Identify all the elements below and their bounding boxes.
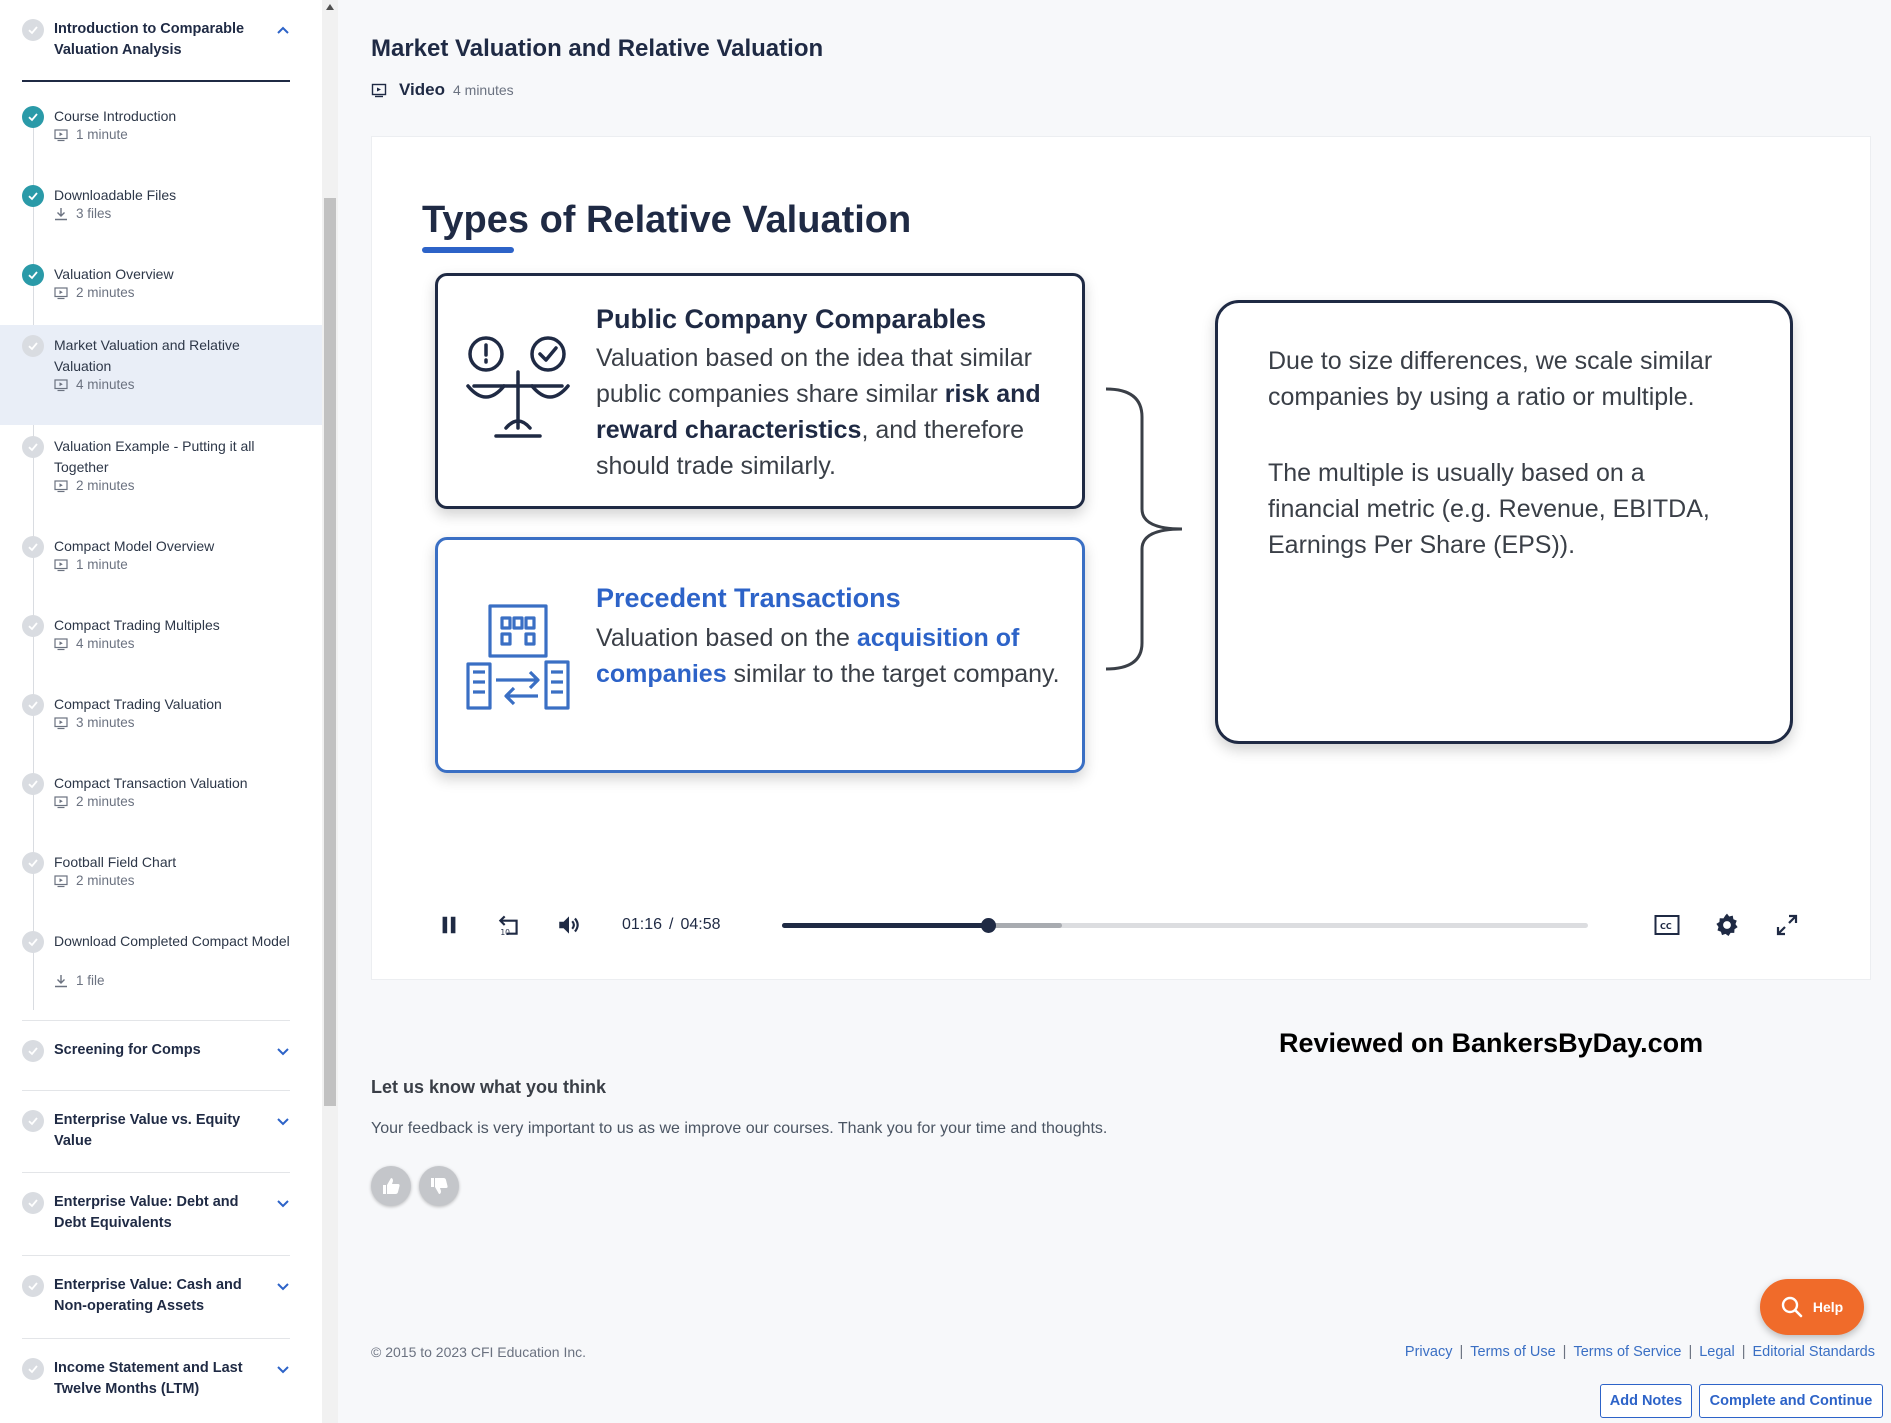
footer-link-editorial-standards[interactable]: Editorial Standards: [1752, 1344, 1875, 1360]
section-status-icon: [22, 1110, 44, 1132]
incomplete-check-icon: [22, 615, 44, 637]
lesson-meta-text: 2 minutes: [76, 285, 135, 300]
sidebar-scrollbar[interactable]: [322, 0, 338, 1423]
lesson-title: Compact Trading Valuation: [54, 696, 222, 712]
video-icon: [54, 795, 76, 809]
slide-title-underline: [422, 247, 514, 253]
chevron-down-icon[interactable]: [276, 1044, 290, 1058]
section-divider: [22, 1090, 290, 1091]
download-icon: [54, 207, 76, 221]
sidebar-section[interactable]: [22, 1358, 290, 1400]
thumbs-down-icon: [429, 1176, 449, 1196]
lesson-meta: [54, 715, 135, 730]
buildings-transaction-icon: [466, 602, 570, 710]
incomplete-check-icon: [22, 773, 44, 795]
scrollbar-thumb[interactable]: [324, 198, 336, 1106]
chevron-down-icon[interactable]: [276, 1362, 290, 1376]
help-button[interactable]: [1760, 1279, 1864, 1335]
footer-link-terms-of-service[interactable]: Terms of Service: [1573, 1344, 1682, 1360]
search-icon: [1781, 1296, 1803, 1318]
sidebar-section[interactable]: [22, 1110, 290, 1152]
lesson-meta-text: 2 minutes: [76, 873, 135, 888]
thumbs-up-button[interactable]: [371, 1166, 411, 1206]
section-title: Introduction to Comparable Valuation Analysis: [54, 21, 245, 58]
thumbs-down-button[interactable]: [419, 1166, 459, 1206]
gear-icon: [1714, 912, 1740, 938]
lesson-title: Compact Trading Multiples: [54, 617, 220, 633]
video-icon: [54, 637, 76, 651]
lesson-meta-text: 1 minute: [76, 557, 128, 572]
lesson-meta: [54, 206, 111, 221]
lesson-meta-text: 4 minutes: [76, 636, 135, 651]
sidebar-lesson-item[interactable]: [0, 325, 322, 425]
sidebar-lesson-item[interactable]: [0, 842, 322, 917]
incomplete-check-icon: [22, 536, 44, 558]
fullscreen-button[interactable]: [1772, 910, 1802, 940]
copyright-text: © 2015 to 2023 CFI Education Inc.: [371, 1344, 587, 1360]
explanation-paragraph: The multiple is usually based on a financial metric (e.g. Revenue, EBITDA, Earnings Per Share (EPS)).: [1268, 459, 1710, 559]
slide-title: Types of Relative Valuation: [422, 199, 912, 241]
settings-button[interactable]: [1712, 910, 1742, 940]
section-title: Screening for Comps: [54, 1042, 201, 1058]
thumbs-up-icon: [381, 1176, 401, 1196]
footer-links: Privacy | Terms of Use | Terms of Service | Legal | Editorial Standards: [1404, 1344, 1875, 1360]
lesson-meta: [54, 377, 135, 392]
sidebar-section[interactable]: [22, 1192, 290, 1234]
video-icon: [54, 128, 76, 142]
help-label: Help: [1812, 1299, 1844, 1315]
lesson-meta: [54, 794, 135, 809]
completed-check-icon: [22, 106, 44, 128]
lesson-title: Compact Transaction Valuation: [54, 775, 248, 791]
section-title: Enterprise Value: Debt and Debt Equivalents: [54, 1194, 239, 1231]
add-notes-button[interactable]: Add Notes: [1600, 1384, 1692, 1418]
balance-scale-icon: [466, 336, 570, 444]
fullscreen-icon: [1775, 913, 1799, 937]
pause-icon: [438, 914, 460, 936]
lesson-meta-text: 4 minutes: [76, 377, 135, 392]
section-title: Enterprise Value: Cash and Non-operating Assets: [54, 1277, 242, 1314]
progress-bar[interactable]: [782, 923, 1588, 928]
video-icon: [54, 378, 76, 392]
lesson-meta-text: 3 files: [76, 206, 112, 221]
lesson-title: Market Valuation and Relative Valuation: [371, 35, 824, 62]
incomplete-check-icon: [22, 694, 44, 716]
chevron-down-icon[interactable]: [276, 1279, 290, 1293]
video-player[interactable]: [371, 136, 1871, 980]
multiple-explanation-card: [1215, 300, 1793, 744]
public-comparables-card: [435, 273, 1085, 509]
completed-check-icon: [22, 185, 44, 207]
footer-link-terms-of-use[interactable]: Terms of Use: [1470, 1344, 1556, 1360]
section-status-icon: [22, 19, 44, 41]
complete-and-continue-button[interactable]: Complete and Continue: [1699, 1384, 1883, 1418]
footer-link-legal[interactable]: Legal: [1699, 1344, 1735, 1360]
sidebar-lesson-item[interactable]: [0, 254, 322, 329]
card-heading: Precedent Transactions: [596, 583, 901, 613]
section-intro-comparable[interactable]: [22, 19, 290, 61]
lesson-meta-text: 1 file: [76, 973, 105, 988]
lesson-meta: [54, 873, 135, 888]
chevron-up-icon[interactable]: [276, 23, 290, 37]
lesson-meta: [54, 127, 128, 142]
incomplete-check-icon: [22, 335, 44, 357]
time-display: 01:16 / 04:58: [622, 916, 721, 933]
section-title: Enterprise Value vs. Equity Value: [54, 1112, 241, 1149]
lesson-title: Downloadable Files: [54, 187, 177, 203]
watermark-text: Reviewed on BankersByDay.com: [1279, 1028, 1704, 1058]
bracket-connector: [1104, 387, 1194, 671]
lesson-title: Valuation Overview: [54, 266, 174, 282]
feedback-text: Your feedback is very important to us as we improve our courses. Thank you for your time and thoughts.: [371, 1120, 1108, 1137]
footer-link-privacy[interactable]: Privacy: [1404, 1344, 1453, 1360]
chevron-down-icon[interactable]: [276, 1196, 290, 1210]
lesson-meta: [54, 636, 135, 651]
lesson-meta-text: 2 minutes: [76, 794, 135, 809]
section-title: Income Statement and Last Twelve Months (LTM): [54, 1360, 243, 1397]
lesson-meta-text: 3 minutes: [76, 715, 135, 730]
video-icon: [371, 82, 387, 98]
svg-text:CC: CC: [1660, 922, 1672, 931]
sidebar-lesson-item[interactable]: [0, 763, 322, 838]
video-icon: [54, 716, 76, 730]
lesson-meta: [54, 285, 135, 300]
explanation-paragraph: Due to size differences, we scale similar companies by using a ratio or multiple.: [1268, 347, 1713, 411]
lesson-duration: 4 minutes: [452, 82, 514, 98]
section-divider: [22, 1172, 290, 1173]
progress-knob[interactable]: [981, 918, 996, 933]
section-divider: [22, 1338, 290, 1339]
incomplete-check-icon: [22, 931, 44, 953]
card-body: Valuation based on the idea that similar public companies share similar risk and reward characteristics, and therefore should trade similarly.: [596, 344, 1041, 480]
section-divider: [22, 1255, 290, 1256]
lesson-meta: [54, 557, 128, 572]
lesson-title: Valuation Example - Putting it all Together: [54, 438, 255, 475]
video-icon: [54, 479, 76, 493]
download-icon: [54, 974, 76, 988]
sidebar-lesson-item[interactable]: [0, 175, 322, 250]
lesson-meta: [54, 973, 105, 988]
chevron-down-icon[interactable]: [276, 1114, 290, 1128]
lesson-title: Course Introduction: [54, 108, 177, 124]
lesson-type-row: [371, 80, 514, 100]
course-sidebar: [0, 0, 322, 1423]
feedback-title: Let us know what you think: [371, 1077, 607, 1097]
lesson-title: Market Valuation and Relative Valuation: [54, 337, 240, 374]
section-status-icon: [22, 1040, 44, 1062]
section-status-icon: [22, 1358, 44, 1380]
lesson-title: Compact Model Overview: [54, 538, 215, 554]
video-icon: [54, 558, 76, 572]
svg-text:10: 10: [500, 927, 510, 937]
sidebar-lesson-item[interactable]: [0, 96, 322, 171]
pause-button[interactable]: [434, 910, 464, 940]
card-body: Valuation based on the acquisition of companies similar to the target company.: [596, 624, 1060, 688]
sidebar-section[interactable]: [22, 1275, 290, 1317]
lesson-main: [338, 0, 1891, 1423]
captions-icon: [1654, 914, 1680, 936]
scroll-up-arrow-icon[interactable]: [326, 4, 334, 10]
rewind-10-icon: [496, 912, 522, 938]
lesson-title: Football Field Chart: [54, 854, 177, 870]
incomplete-check-icon: [22, 436, 44, 458]
sidebar-lesson-item[interactable]: [0, 921, 322, 1021]
section-divider: [22, 1020, 290, 1021]
video-icon: [54, 874, 76, 888]
volume-button[interactable]: [554, 910, 584, 940]
lesson-type-label: Video: [399, 80, 445, 99]
completed-check-icon: [22, 264, 44, 286]
sidebar-lesson-item[interactable]: [0, 684, 322, 759]
volume-icon: [556, 912, 582, 938]
lesson-meta-text: 2 minutes: [76, 478, 135, 493]
card-heading: Public Company Comparables: [596, 304, 987, 334]
section-divider: [22, 80, 290, 82]
section-status-icon: [22, 1275, 44, 1297]
player-controls: [372, 897, 1872, 957]
sidebar-lesson-item[interactable]: [0, 605, 322, 680]
video-icon: [54, 286, 76, 300]
captions-button[interactable]: [1652, 910, 1682, 940]
played-bar: [782, 923, 988, 928]
precedent-transactions-card: [435, 537, 1085, 773]
lesson-meta: [54, 478, 135, 493]
lesson-meta-text: 1 minute: [76, 127, 128, 142]
rewind-10-button[interactable]: [494, 910, 524, 940]
incomplete-check-icon: [22, 852, 44, 874]
lesson-title: Download Completed Compact Model: [54, 933, 290, 949]
sidebar-lesson-item[interactable]: [0, 526, 322, 601]
sidebar-lesson-item[interactable]: [0, 426, 322, 526]
sidebar-section[interactable]: [22, 1040, 290, 1062]
section-status-icon: [22, 1192, 44, 1214]
